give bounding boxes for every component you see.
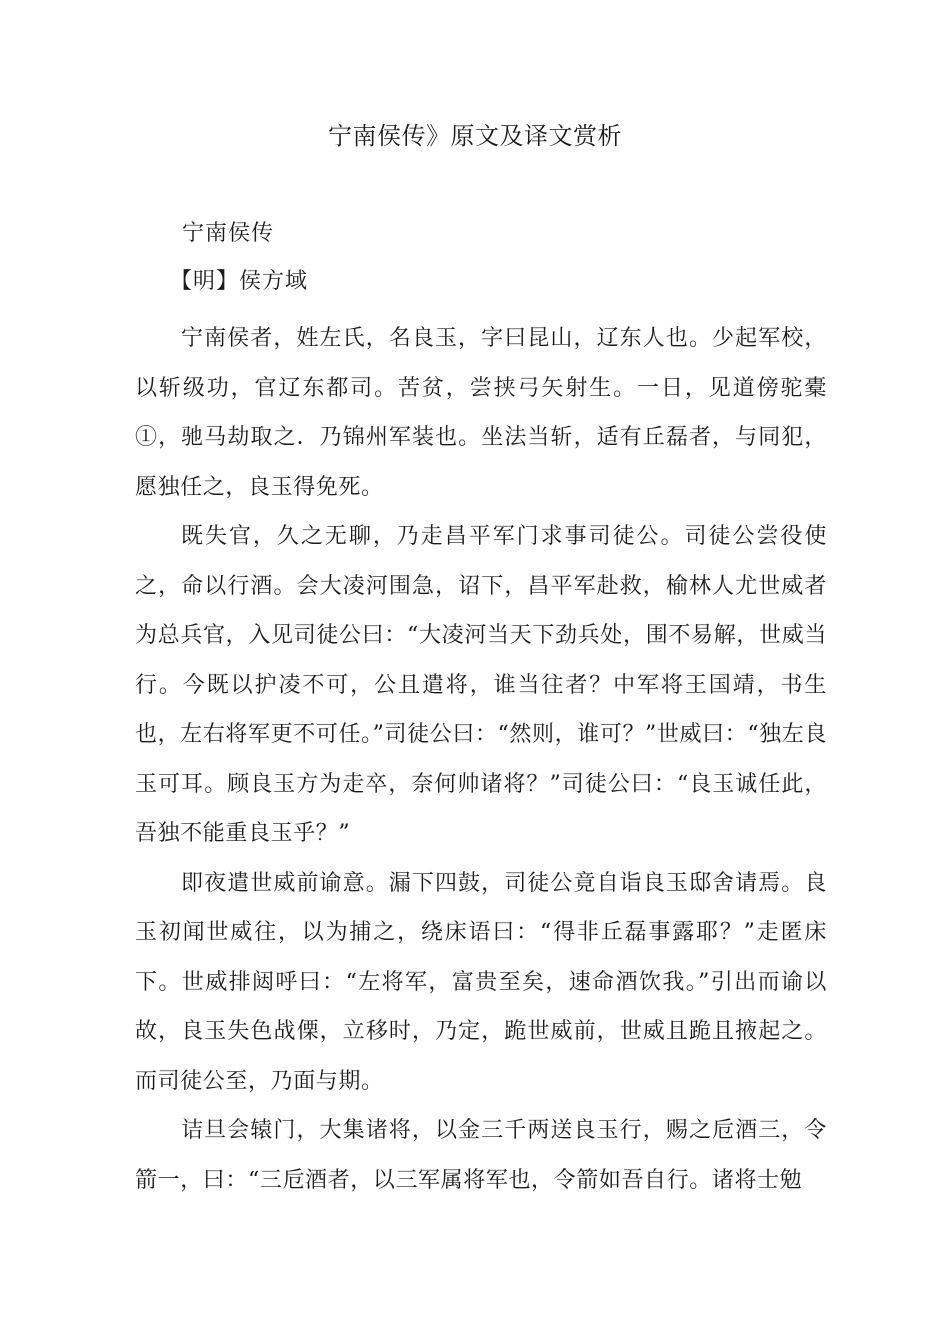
paragraph: 即夜遣世威前谕意。漏下四鼓，司徒公竟自诣良玉邸舍请焉。良玉初闻世威往，以为捕之，绕床语曰：“得非丘磊事露耶？”走匿床下。世威排闼呼曰：“左将军，富贵至矣，速命酒饮我。”引出而谕以故，良玉失色战傈，立移时，乃定，跪世威前，世威且跪且掖起之。而司徒公至，乃面与期。 [135, 870, 827, 1094]
paragraph: 宁南侯者，姓左氏，名良玉，字曰昆山，辽东人也。少起军校，以斩级功，官辽东都司。苦贫，尝挟弓矢射生。一日，见道傍驼橐①，驰马劫取之．乃锦州军装也。坐法当斩，适有丘磊者，与同犯，愿独任之，良玉得免死。 [135, 326, 827, 500]
body-text [135, 314, 827, 1205]
document-title: 宁南侯传》原文及译文赏析 [328, 122, 622, 150]
work-title: 宁南侯传 [182, 221, 275, 246]
paragraph: 诘旦会辕门，大集诸将，以金三千两送良玉行，赐之卮酒三，令箭一，曰：“三卮酒者，以三军属将军也，令箭如吾自行。诸将士勉 [135, 1118, 827, 1193]
author-line: 【明】侯方域 [170, 269, 309, 294]
paragraph: 既失官，久之无聊，乃走昌平军门求事司徒公。司徒公尝役使之，命以行酒。会大凌河围急，诏下，昌平军赴救，榆林人尤世威者为总兵官，入见司徒公曰：“大凌河当天下劲兵处，围不易解，世威当行。今既以护凌不可，公且遣将，谁当往者？中军将王国靖，书生也，左右将军更不可任。”司徒公曰：“然则，谁可？”世威曰：“独左良玉可耳。顾良玉方为走卒，奈何帅诸将？”司徒公曰：“良玉诚任此，吾独不能重良玉乎？” [135, 524, 827, 846]
